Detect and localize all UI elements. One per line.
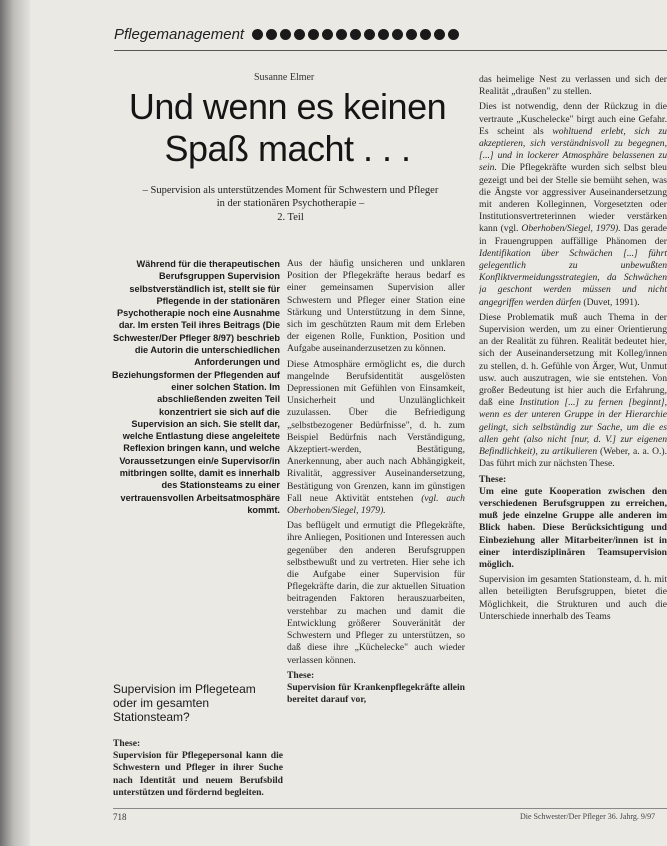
page-number: 718	[113, 812, 127, 822]
right-column	[479, 74, 667, 626]
article-part: 2. Teil	[277, 212, 304, 223]
right-paragraph-3	[479, 312, 667, 471]
right-paragraph-1: das heimelige Nest zu verlassen und sich der Realität „draußen" zu stellen.	[479, 74, 667, 98]
section-header	[114, 22, 667, 46]
right-p2-citation: Oberhoben/Siegel, 1979).	[521, 223, 621, 235]
right-p2-text-a: Dies ist notwendig, denn der Rückzug in die vertraute „Kuschelecke" birgt auch eine Gefahr. Es scheint als	[479, 101, 667, 137]
article-subtitle	[113, 184, 468, 210]
right-p2-quote-2: Identifikation über Schwächen [...] führt gelegentlich zu unbewußten Konfliktvermeidungsstrategien, da Schwächen ja geschont werden müssen und nicht angegriffen werden dürfen	[479, 247, 667, 308]
subtitle-line-2: in der stationären Psychotherapie –	[216, 198, 365, 209]
title-line-2: Spaß macht . . .	[164, 128, 411, 169]
section-dot	[392, 29, 403, 40]
right-p2-citation-2: (Duvet, 1991).	[583, 296, 640, 308]
section-dot	[294, 29, 305, 40]
section-dot	[252, 29, 263, 40]
section-dot	[280, 29, 291, 40]
author-name: Susanne Elmer	[254, 72, 315, 83]
title-line-1: Und wenn es keinen	[128, 86, 447, 127]
middle-paragraph-1: Aus der häufig unsicheren und unklaren Position der Pflegekräfte heraus bedarf es einer gemeinsamen Supervision aller Schwestern und Pfleger einer Station eine Stärkung und Unterstützung in dem Sinne, sich im geschützten Raum mit dem Erleben der eigenen Rolle, Funktion, Position und Aufgabe auseinanderzusetzen zu können.	[287, 258, 465, 355]
page-gutter-shadow	[0, 0, 30, 846]
subtitle-line-1: – Supervision als unterstützendes Moment für Schwestern und Pfleger	[142, 185, 439, 196]
article-title	[110, 86, 465, 170]
article-abstract: Während für die therapeutischen Berufsgruppen Supervision selbstverständlich ist, stellt sie für Pflegende in der stationären Psychotherapie noch eine Ausnahme dar. Im ersten Teil ihres Beitrags (Die Schwester/Der Pfleger 8/97) beschrieb die Autorin die unterschiedlichen Anforderungen und Beziehungsformen der Pflegenden auf einer solchen Station. Im abschließenden zweiten Teil konzentriert sie sich auf die Supervision an sich. Sie stellt dar, welche Entlastung diese angeleitete Reflexion bringen kann, und welche Voraussetzungen ein/e Supervisor/in mitbringen sollte, damit es innerhalb des Stationsteams zu einer vertrauensvollen Arbeitsatmosphäre kommt.	[112, 259, 280, 515]
right-p3-quote: Institution [...] zu fernen [beginnt], wenn es der unteren Gruppe in der Hierarchie gelingt, sich selbständig zur Sache, um die es allen geht (also nicht [nur, d. V.] zur eigenen Befindlichkeit), zu artikulieren	[479, 397, 667, 458]
section-dot	[406, 29, 417, 40]
section-dot	[378, 29, 389, 40]
left-these-label: These:	[113, 738, 141, 749]
middle-paragraph-2-citation: (vgl. auch Oberhoben/Siegel, 1979).	[287, 492, 465, 517]
section-dot	[336, 29, 347, 40]
section-dot	[266, 29, 277, 40]
footer-rule	[113, 808, 667, 809]
left-these-text: Supervision für Pflegepersonal kann die Schwestern und Pfleger in ihrer Suche nach Identität und neuem Berufsbild unterstützen und fördernd begleiten.	[113, 750, 283, 798]
right-p3-text-b: Das führt mich zur nächsten These.	[479, 458, 615, 470]
middle-paragraph-2-text: Diese Atmosphäre ermöglicht es, die durch mangelnde Berufsidentität ausgelösten Depressionen mit Gefühlen von Einsamkeit, Unsicherheit und Unzulänglichkeit zuzulassen. Über die Befriedigung „selbstbezogener Bedürfnisse", d. h. zum Beispiel Bedürfnis nach Verständigung, Akzeptiert-werden, Bestätigung, Anerkennung, aber auch nach Abhängigkeit, Rivalität, aggressiver Auseinandersetzung, Bestätigung von Grenzen, kann im günstigen Fall neue Aktivität entstehen	[287, 358, 465, 504]
right-these-label: These:	[479, 473, 507, 485]
section-dot	[364, 29, 375, 40]
journal-reference: Die Schwester/Der Pfleger 36. Jahrg. 9/97	[520, 812, 656, 821]
middle-paragraph-3: Das beflügelt und ermutigt die Pflegekräfte, ihre Anliegen, Positionen und Interessen auch gegenüber den anderen Berufsgruppen selbstbewußt und zu vertreten. Hier sehe ich die Aufgabe einer Supervision für Pflegekräfte darin, die zur aktuellen Situation beitragenden Faktoren herauszuarbeiten, verstehbar zu machen und damit die Entwicklung größerer Souveränität der Schwestern und Pfleger zu unterstützen, so daß diese ihre „Küchelecke" auch wieder verlassen können.	[287, 520, 465, 666]
right-p2-quote-1: wohltuend erlebt, sich zu akzeptieren, sich verständnisvoll zu begegnen, [...] und in lockerer Atmosphäre belassenen zu sein.	[479, 125, 667, 174]
section-dots	[252, 29, 459, 40]
middle-column	[287, 258, 465, 709]
right-p3-text-a: Diese Problematik muß auch Thema in der Supervision werden, um zu einer Orientierung an der Realität zu führen. Realität bedeutet hier, sich der Auseinandersetzung mit Kolleg/innen zu stellen, d. h. Gefühle von Ärger, Wut, Unmut usw. auch auszutragen, wie sie entstehen. Von großer Bedeutung ist hier auch die Erfahrung, daß eine	[479, 311, 667, 409]
section-label: Pflegemanagement	[114, 25, 245, 43]
section-dot	[434, 29, 445, 40]
left-section-heading: Supervision im Pflegeteam oder im gesamten Stationsteam?	[113, 682, 256, 724]
section-dot	[308, 29, 319, 40]
right-paragraph-2	[479, 101, 667, 308]
left-column	[113, 738, 283, 802]
right-p2-text-c: Das gerade in Frauengruppen auffällige Phänomen der	[479, 223, 667, 247]
right-these-text: Um eine gute Kooperation zwischen den verschiedenen Berufsgruppen zu erreichen, muß jede einzelne Gruppe alle anderen im Blick haben. Diese Berücksichtigung und Einbeziehung aller Mitarbeiter/innen ist in einer interdisziplinären Teamsupervision möglich.	[479, 485, 667, 570]
middle-paragraph-2	[287, 359, 465, 518]
right-paragraph-4: Supervision im gesamten Stationsteam, d. h. mit allen beteiligten Berufsgruppen, bietet die Möglichkeit, die Strukturen und auch die Unterschiede innerhalb des Teams	[479, 574, 667, 622]
right-p2-text-b: Die Pflegekräfte wurden sich selbst bleu gezeigt und bei der Stelle sie bemüht sehen, was die Ängste vor aggressiver Auseinandersetzung mit anderen Kolleginnen, Vorgesetzten oder Institutionsvertreterinnen wieder verstärken kann (vgl.	[479, 162, 667, 235]
section-dot	[350, 29, 361, 40]
section-dot	[322, 29, 333, 40]
section-dot	[420, 29, 431, 40]
middle-these-label: These:	[287, 669, 315, 681]
header-rule	[114, 50, 667, 51]
right-p3-citation: (Weber, a. a. O.).	[600, 446, 667, 458]
middle-these-text: Supervision für Krankenpflegekräfte allein bereitet darauf vor,	[287, 681, 465, 706]
section-dot	[448, 29, 459, 40]
